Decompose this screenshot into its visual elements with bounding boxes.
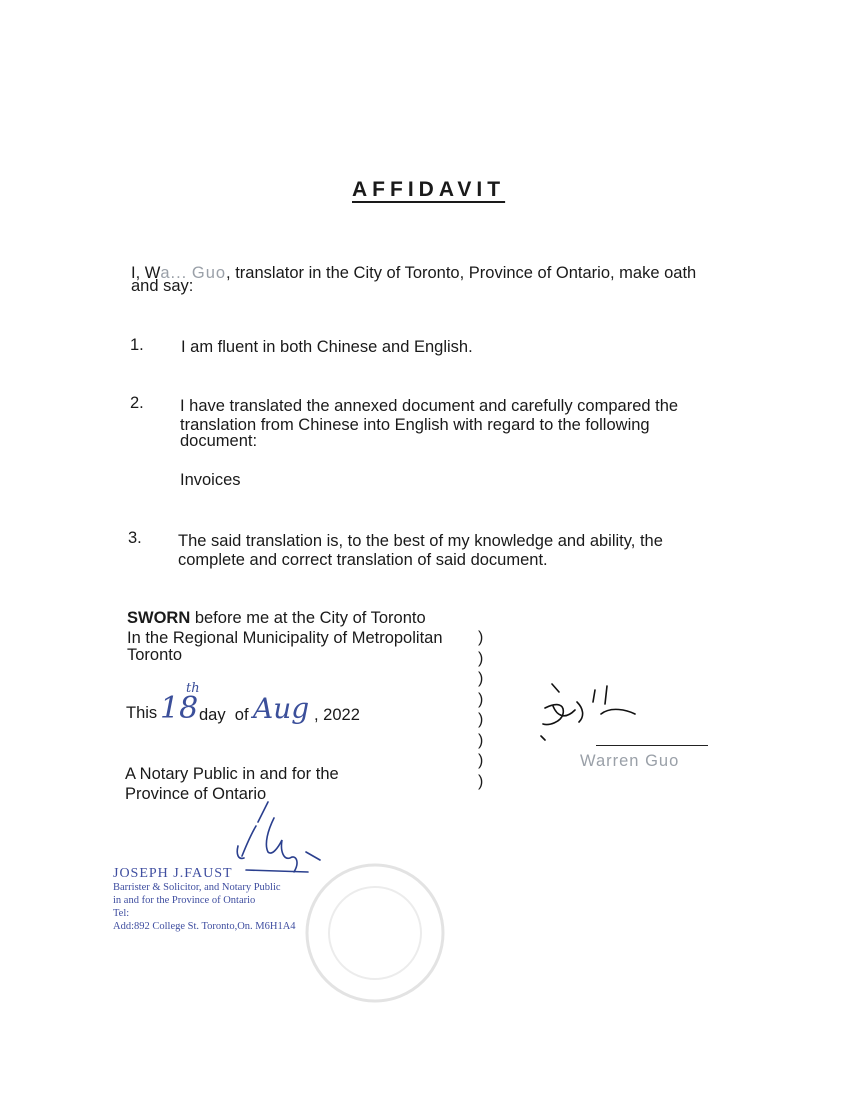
paren: ): [478, 731, 484, 749]
paren: ): [478, 649, 484, 667]
paren: ): [478, 752, 484, 769]
item-2-line-1: I have translated the annexed document and carefully compared the: [180, 397, 679, 415]
notary-line-1: A Notary Public in and for the: [125, 765, 339, 783]
paren: ): [478, 670, 484, 687]
paren: ): [478, 690, 484, 708]
document-title: AFFIDAVIT: [352, 178, 506, 201]
translator-signature: [535, 680, 645, 750]
notary-seal: [300, 858, 450, 1008]
jurat-bracket: [478, 628, 492, 792]
item-2-subline: Invoices: [180, 471, 241, 489]
item-number: 2.: [130, 394, 144, 412]
sworn-line-2: In the Regional Municipality of Metropolitan: [127, 629, 443, 647]
paren: ): [478, 772, 484, 790]
intro-line-1: [131, 264, 696, 283]
redacted-name-1: a...: [160, 264, 188, 282]
notary-line-2: Province of Ontario: [125, 785, 267, 803]
item-3-line-2: complete and correct translation of said document.: [178, 551, 548, 569]
sworn-line-3: Toronto: [127, 646, 183, 664]
intro-start: I, W: [131, 264, 161, 282]
notary-stamp: [113, 866, 296, 933]
stamp-line: in and for the Province of Ontario: [113, 895, 256, 906]
intro-rest: , translator in the City of Toronto, Province of Ontario, make oath: [226, 264, 697, 282]
date-this: This: [126, 704, 158, 722]
stamp-line: Tel:: [113, 908, 130, 919]
item-number: 3.: [128, 529, 142, 547]
intro-line-2: and say:: [131, 277, 194, 295]
handwritten-month: Aug: [253, 692, 310, 725]
paren: ): [478, 711, 484, 728]
item-2-line-3: document:: [180, 432, 258, 450]
stamp-line: Add:892 College St. Toronto,On. M6H1A4: [113, 921, 296, 932]
date-year: , 2022: [314, 706, 360, 724]
redacted-name-2: Guo: [191, 264, 227, 282]
sworn-rest: before me at the City of Toronto: [190, 609, 426, 627]
stamp-line: Barrister & Solicitor, and Notary Public: [113, 882, 281, 893]
signature-line: [596, 745, 708, 746]
paren: ): [478, 629, 484, 646]
item-number: 1.: [130, 336, 144, 354]
sworn-line-1: [127, 609, 426, 628]
sworn-bold: SWORN: [127, 609, 191, 627]
item-1-line: I am fluent in both Chinese and English.: [181, 338, 473, 356]
date-day-of: day of: [199, 706, 249, 724]
stamp-name: JOSEPH J.FAUST: [113, 866, 233, 881]
handwritten-day: 18: [160, 691, 199, 726]
item-2-line-2: translation from Chinese into English with regard to the following: [180, 416, 650, 434]
item-3-line-1: The said translation is, to the best of my knowledge and ability, the: [178, 532, 663, 550]
signer-name: Warren Guo: [580, 752, 680, 770]
handwritten-day-suffix: th: [186, 681, 200, 696]
